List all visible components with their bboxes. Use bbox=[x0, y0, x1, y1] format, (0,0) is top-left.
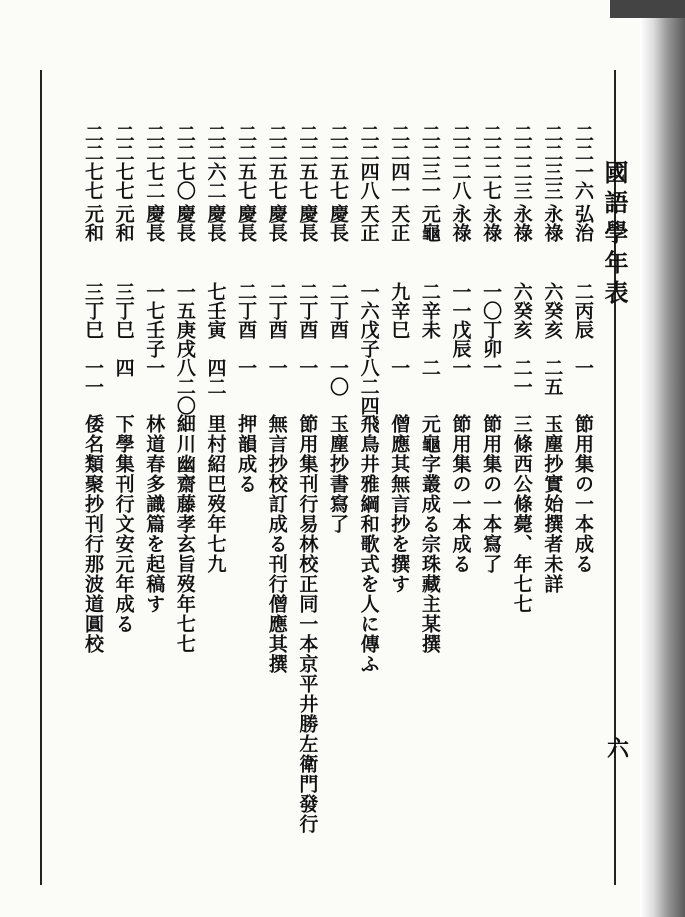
era-year-cell: 一七壬子 bbox=[143, 282, 166, 358]
event-cell: 林道春多識篇を起稿す bbox=[143, 414, 166, 614]
age-cell: 一 bbox=[388, 358, 411, 377]
era-year-cell: 二丁酉 bbox=[327, 282, 349, 339]
table-row bbox=[141, 124, 167, 884]
year-cell: 二二四一 bbox=[388, 124, 411, 200]
age-cell: 一 bbox=[235, 358, 258, 377]
era-year-cell: 一〇丁卯 bbox=[480, 282, 503, 358]
table-row bbox=[417, 124, 443, 884]
era-cell: 慶長 bbox=[265, 204, 288, 242]
era-year-cell: 三丁巳 bbox=[112, 282, 135, 339]
era-cell: 元和 bbox=[82, 204, 104, 242]
age-cell: 一 bbox=[265, 358, 288, 377]
table-row bbox=[448, 124, 474, 884]
age-cell: 二五 bbox=[541, 358, 564, 396]
era-cell: 慶長 bbox=[204, 204, 227, 242]
age-cell: 一 bbox=[296, 358, 319, 377]
era-cell: 元龜 bbox=[418, 204, 441, 242]
age-cell: 一 bbox=[143, 358, 166, 377]
table-row bbox=[203, 124, 229, 884]
age-cell: 一 bbox=[480, 358, 503, 377]
event-cell: 倭名類聚抄刊行那波道圓校 bbox=[82, 414, 104, 654]
age-cell: 一 bbox=[572, 358, 594, 377]
table-row bbox=[539, 124, 565, 884]
table-row bbox=[264, 124, 290, 884]
event-cell: 玉塵抄書寫了 bbox=[327, 414, 349, 534]
event-cell: 飛鳥井雅綱和歌式を人に傳ふ bbox=[357, 414, 380, 674]
table-row bbox=[294, 124, 320, 884]
year-cell: 二二五七 bbox=[296, 124, 319, 200]
age-cell: 一〇 bbox=[327, 358, 349, 396]
year-cell: 二二七二 bbox=[143, 124, 166, 200]
year-cell: 二二三一 bbox=[418, 124, 441, 200]
age-cell: 八二四 bbox=[357, 358, 380, 415]
page-binding-shadow bbox=[640, 0, 685, 917]
event-cell: 細川幽齋藤孝玄旨歿年七七 bbox=[173, 414, 196, 654]
age-cell: 二一 bbox=[510, 358, 533, 396]
era-cell: 慶長 bbox=[327, 204, 349, 242]
era-year-cell: 一五庚戌 bbox=[173, 282, 196, 358]
table-row bbox=[172, 124, 198, 884]
event-cell: 三條西公條薨、年七七 bbox=[510, 414, 533, 614]
event-cell: 節用集の一本成る bbox=[572, 414, 594, 574]
era-year-cell: 二丁酉 bbox=[296, 282, 319, 339]
year-cell: 二二四八 bbox=[357, 124, 380, 200]
table-row bbox=[570, 124, 596, 884]
era-year-cell: 七壬寅 bbox=[204, 282, 227, 339]
event-cell: 無言抄校訂成る刊行僧應其撰 bbox=[265, 414, 288, 674]
age-cell: 二 bbox=[418, 358, 441, 377]
table-row bbox=[356, 124, 382, 884]
event-cell: 下學集刊行文安元年成る bbox=[112, 414, 135, 634]
event-cell: 里村紹巴歿年七九 bbox=[204, 414, 227, 574]
era-cell: 弘治 bbox=[572, 204, 594, 242]
event-cell: 元龜字叢成る宗珠藏主某撰 bbox=[418, 414, 441, 654]
era-cell: 永祿 bbox=[480, 204, 503, 242]
year-cell: 二二七七 bbox=[82, 124, 104, 200]
scan-edge bbox=[610, 0, 685, 18]
table-row bbox=[233, 124, 259, 884]
event-cell: 節用集刊行易林校正同一本京平井勝左衛門發行 bbox=[296, 414, 319, 834]
year-cell: 二二五七 bbox=[327, 124, 349, 200]
era-year-cell: 六癸亥 bbox=[510, 282, 533, 339]
year-cell: 二二一六 bbox=[572, 124, 594, 200]
year-cell: 二二二八 bbox=[449, 124, 472, 200]
era-year-cell: 三丁巳 bbox=[82, 282, 104, 339]
table-row bbox=[111, 124, 137, 884]
era-cell: 永祿 bbox=[541, 204, 564, 242]
era-cell: 天正 bbox=[357, 204, 380, 242]
era-year-cell: 二辛未 bbox=[418, 282, 441, 339]
page-number: 六 bbox=[606, 736, 629, 762]
table-row bbox=[509, 124, 535, 884]
era-year-cell: 二丁酉 bbox=[235, 282, 258, 339]
table-row bbox=[478, 124, 504, 884]
table-row bbox=[386, 124, 412, 884]
era-cell: 元和 bbox=[112, 204, 135, 242]
age-cell: 一一 bbox=[82, 358, 104, 396]
era-cell: 永祿 bbox=[449, 204, 472, 242]
age-cell: 四二 bbox=[204, 358, 227, 396]
year-cell: 二二二三 bbox=[510, 124, 533, 200]
year-cell: 二二七〇 bbox=[173, 124, 196, 200]
event-cell: 玉塵抄實始撰者未詳 bbox=[541, 414, 564, 594]
year-cell: 二二三三 bbox=[541, 124, 564, 200]
era-cell: 慶長 bbox=[173, 204, 196, 242]
era-year-cell: 二丁酉 bbox=[265, 282, 288, 339]
year-cell: 二二五七 bbox=[235, 124, 258, 200]
year-cell: 二二七七 bbox=[112, 124, 135, 200]
event-cell: 僧應其無言抄を撰す bbox=[388, 414, 411, 594]
year-cell: 二二五七 bbox=[265, 124, 288, 200]
era-year-cell: 一一戊辰 bbox=[449, 282, 472, 358]
era-year-cell: 二丙辰 bbox=[572, 282, 594, 339]
era-year-cell: 九辛巳 bbox=[388, 282, 411, 339]
era-year-cell: 一六戊子 bbox=[357, 282, 380, 358]
era-cell: 慶長 bbox=[235, 204, 258, 242]
event-cell: 節用集の一本成る bbox=[449, 414, 472, 574]
year-cell: 二二二七 bbox=[480, 124, 503, 200]
era-cell: 慶長 bbox=[296, 204, 319, 242]
year-cell: 二二六二 bbox=[204, 124, 227, 200]
era-cell: 慶長 bbox=[143, 204, 166, 242]
event-cell: 押韻成る bbox=[235, 414, 258, 494]
running-header: 國語學年表 bbox=[600, 160, 629, 310]
era-cell: 永祿 bbox=[510, 204, 533, 242]
age-cell: 四 bbox=[112, 358, 135, 377]
era-year-cell: 六癸亥 bbox=[541, 282, 564, 339]
table-row bbox=[325, 124, 351, 884]
age-cell: 八二〇 bbox=[173, 358, 196, 415]
event-cell: 節用集の一本寫了 bbox=[480, 414, 503, 574]
era-cell: 天正 bbox=[388, 204, 411, 242]
age-cell: 一 bbox=[449, 358, 472, 377]
table-row bbox=[80, 124, 106, 884]
